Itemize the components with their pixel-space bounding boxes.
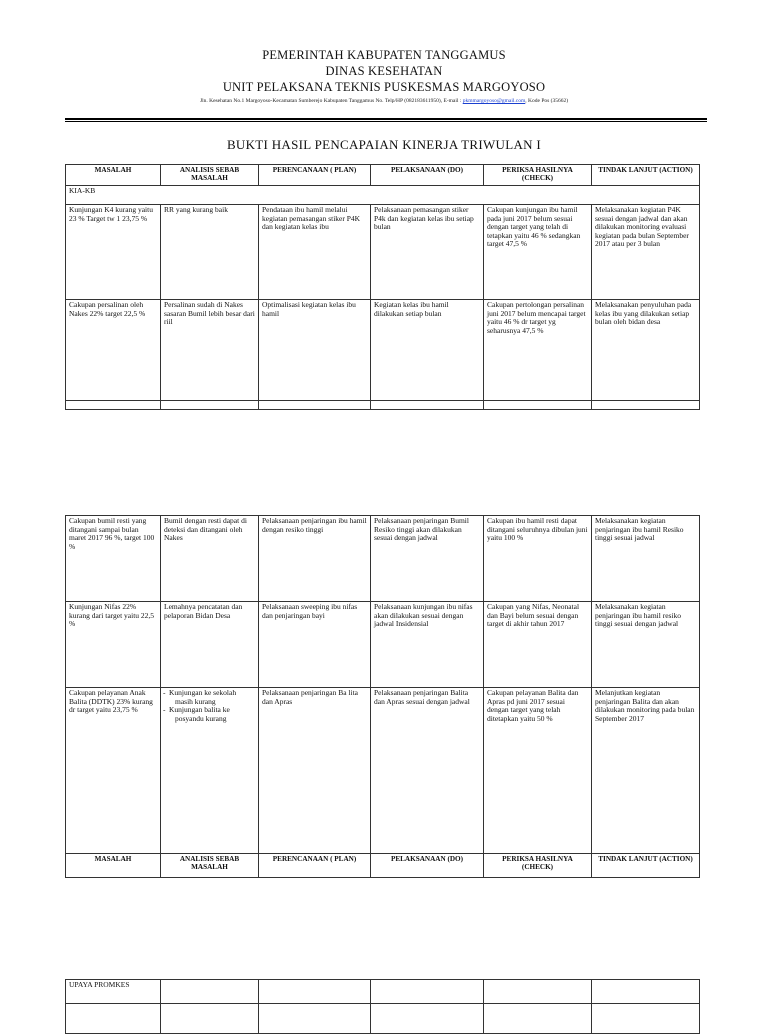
cell-masalah: Cakupan persalinan oleh Nakes 22% target 22,5 % xyxy=(66,300,161,401)
cell-check: Cakupan pertolongan persalinan juni 2017 belum mencapai target yaitu 46 % dr target yg seharusnya 47,5 % xyxy=(484,300,592,401)
letterhead-address-block xyxy=(0,98,768,105)
analisis-list-item: - Kunjungan balita ke posyandu kurang xyxy=(164,706,255,723)
col-header-analisis: ANALISIS SEBAB MASALAH xyxy=(161,165,259,186)
col-header-do: PELAKSANAAN (DO) xyxy=(371,165,484,186)
cell-action: Melaksanakan kegiatan penjaringan ibu hamil Resiko tinggi sesuai jadwal xyxy=(592,516,700,602)
cell-analisis: Lemahnya pencatatan dan pelaporan Bidan Desa xyxy=(161,602,259,688)
cell-check: Cakupan yang Nifas, Neonatal dan Bayi belum sesuai dengan target di akhir tahun 2017 xyxy=(484,602,592,688)
table-row xyxy=(66,300,700,401)
section-row-kia-kb xyxy=(66,186,700,205)
analisis-list-item: - Kunjungan ke sekolah masih kurang xyxy=(164,689,255,706)
col-header-do: PELAKSANAAN (DO) xyxy=(371,854,484,878)
cell-action: Melaksanakan penyuluhan pada kelas ibu yang dilakukan setiap bulan oleh bidan desa xyxy=(592,300,700,401)
kinerja-table-3 xyxy=(65,979,700,1034)
col-header-action: TINDAK LANJUT (ACTION) xyxy=(592,854,700,878)
cell-check: Cakupan pelayanan Balita dan Apras pd juni 2017 sesuai dengan target yang telah ditetapkan yaitu 50 % xyxy=(484,688,592,854)
table-header-row xyxy=(66,165,700,186)
letterhead-agency: DINAS KESEHATAN xyxy=(325,64,443,78)
cell-analisis: RR yang kurang baik xyxy=(161,205,259,300)
cell-masalah: Kunjungan Nifas 22% kurang dari target yaitu 22,5 % xyxy=(66,602,161,688)
table-row xyxy=(66,516,700,602)
cell-plan: Pendataan ibu hamil melalui kegiatan pemasangan stiker P4K dan kegiatan kelas ibu xyxy=(259,205,371,300)
table-row xyxy=(66,602,700,688)
cell-plan: Pelaksanaan penjaringan ibu hamil dengan resiko tinggi xyxy=(259,516,371,602)
cell-plan: Optimalisasi kegiatan kelas ibu hamil xyxy=(259,300,371,401)
cell-do: Pelaksanaan penjaringan Balita dan Apras sesuai dengan jadwal xyxy=(371,688,484,854)
table-row-empty xyxy=(66,401,700,410)
col-header-check: PERIKSA HASILNYA (CHECK) xyxy=(484,854,592,878)
table-header-row xyxy=(66,854,700,878)
cell-check: Cakupan kunjungan ibu hamil pada juni 2017 belum sesuai dengan target yang telah di tetapkan yaitu 46 % sedangkan target 47,5 % xyxy=(484,205,592,300)
letterhead-email-link[interactable]: pkmmargoyoso@gmail.com xyxy=(462,98,526,104)
col-header-masalah: MASALAH xyxy=(66,854,161,878)
cell-do: Pelaksanaan penjaringan Bumil Resiko tinggi akan dilakukan sesuai dengan jadwal xyxy=(371,516,484,602)
section-label-kia-kb: KIA-KB xyxy=(66,186,700,205)
section-label-promkes: UPAYA PROMKES xyxy=(66,980,161,1004)
cell-do: Pelaksanaan kunjungan ibu nifas akan dilakukan sesuai dengan jadwal Insidensial xyxy=(371,602,484,688)
table-row-empty xyxy=(66,1004,700,1034)
col-header-analisis: ANALISIS SEBAB MASALAH xyxy=(161,854,259,878)
col-header-action: TINDAK LANJUT (ACTION) xyxy=(592,165,700,186)
cell-action: Melanjutkan kegiatan penjaringan Balita dan akan dilakukan monitoring pada bulan September 2017 xyxy=(592,688,700,854)
cell-action: Melaksanakan kegiatan P4K sesuai dengan jadwal dan akan dilakukan monitoring evaluasi kegiatan pada bulan September 2017 atau per 3 bulan xyxy=(592,205,700,300)
letterhead-rule-thick xyxy=(65,118,707,120)
letterhead-address: Jln. Kesehatan No.1 Margoyoso-Kecamatan Sumberejo Kabupaten Tanggamus No. Telp/HP (082183611950), E-mail : xyxy=(199,98,462,104)
letterhead xyxy=(0,47,768,105)
letterhead-government: PEMERINTAH KABUPATEN TANGGAMUS xyxy=(262,48,506,62)
letterhead-postcode: , Kode Pos (35662) xyxy=(525,98,569,104)
cell-do: Kegiatan kelas ibu hamil dilakukan setiap bulan xyxy=(371,300,484,401)
cell-analisis xyxy=(161,688,259,854)
cell-analisis: Persalinan sudah di Nakes sasaran Bumil lebih besar dari riil xyxy=(161,300,259,401)
letterhead-unit: UNIT PELAKSANA TEKNIS PUSKESMAS MARGOYOSO xyxy=(222,80,546,94)
col-header-masalah: MASALAH xyxy=(66,165,161,186)
col-header-plan: PERENCANAAN ( PLAN) xyxy=(259,165,371,186)
section-row-promkes xyxy=(66,980,700,1004)
table-row xyxy=(66,205,700,300)
kinerja-table-1 xyxy=(65,164,700,410)
cell-masalah: Cakupan pelayanan Anak Balita (DDTK) 23% kurang dr target yaitu 23,75 % xyxy=(66,688,161,854)
col-header-plan: PERENCANAAN ( PLAN) xyxy=(259,854,371,878)
cell-masalah: Cakupan bumil resti yang ditangani sampai bulan maret 2017 96 %, target 100 % xyxy=(66,516,161,602)
col-header-check: PERIKSA HASILNYA (CHECK) xyxy=(484,165,592,186)
analisis-list xyxy=(164,689,255,723)
cell-plan: Pelaksanaan penjaringan Ba lita dan Apras xyxy=(259,688,371,854)
document-title: BUKTI HASIL PENCAPAIAN KINERJA TRIWULAN I xyxy=(226,137,542,152)
cell-masalah: Kunjungan K4 kurang yaitu 23 % Target tw 1 23,75 % xyxy=(66,205,161,300)
cell-plan: Pelaksanaan sweeping ibu nifas dan penjaringan bayi xyxy=(259,602,371,688)
kinerja-table-2 xyxy=(65,515,700,878)
table-row xyxy=(66,688,700,854)
cell-action: Melaksanakan kegiatan penjaringan ibu hamil resiko tinggi sesuai dengan jadwal xyxy=(592,602,700,688)
cell-check: Cakupan ibu hamil resti dapat ditangani seluruhnya dibulan juni yaitu 100 % xyxy=(484,516,592,602)
letterhead-rule-thin xyxy=(65,121,707,122)
cell-do: Pelaksanaan pemasangan stiker P4k dan kegiatan kelas ibu setiap bulan xyxy=(371,205,484,300)
cell-analisis: Bumil dengan resti dapat di deteksi dan ditangani oleh Nakes xyxy=(161,516,259,602)
